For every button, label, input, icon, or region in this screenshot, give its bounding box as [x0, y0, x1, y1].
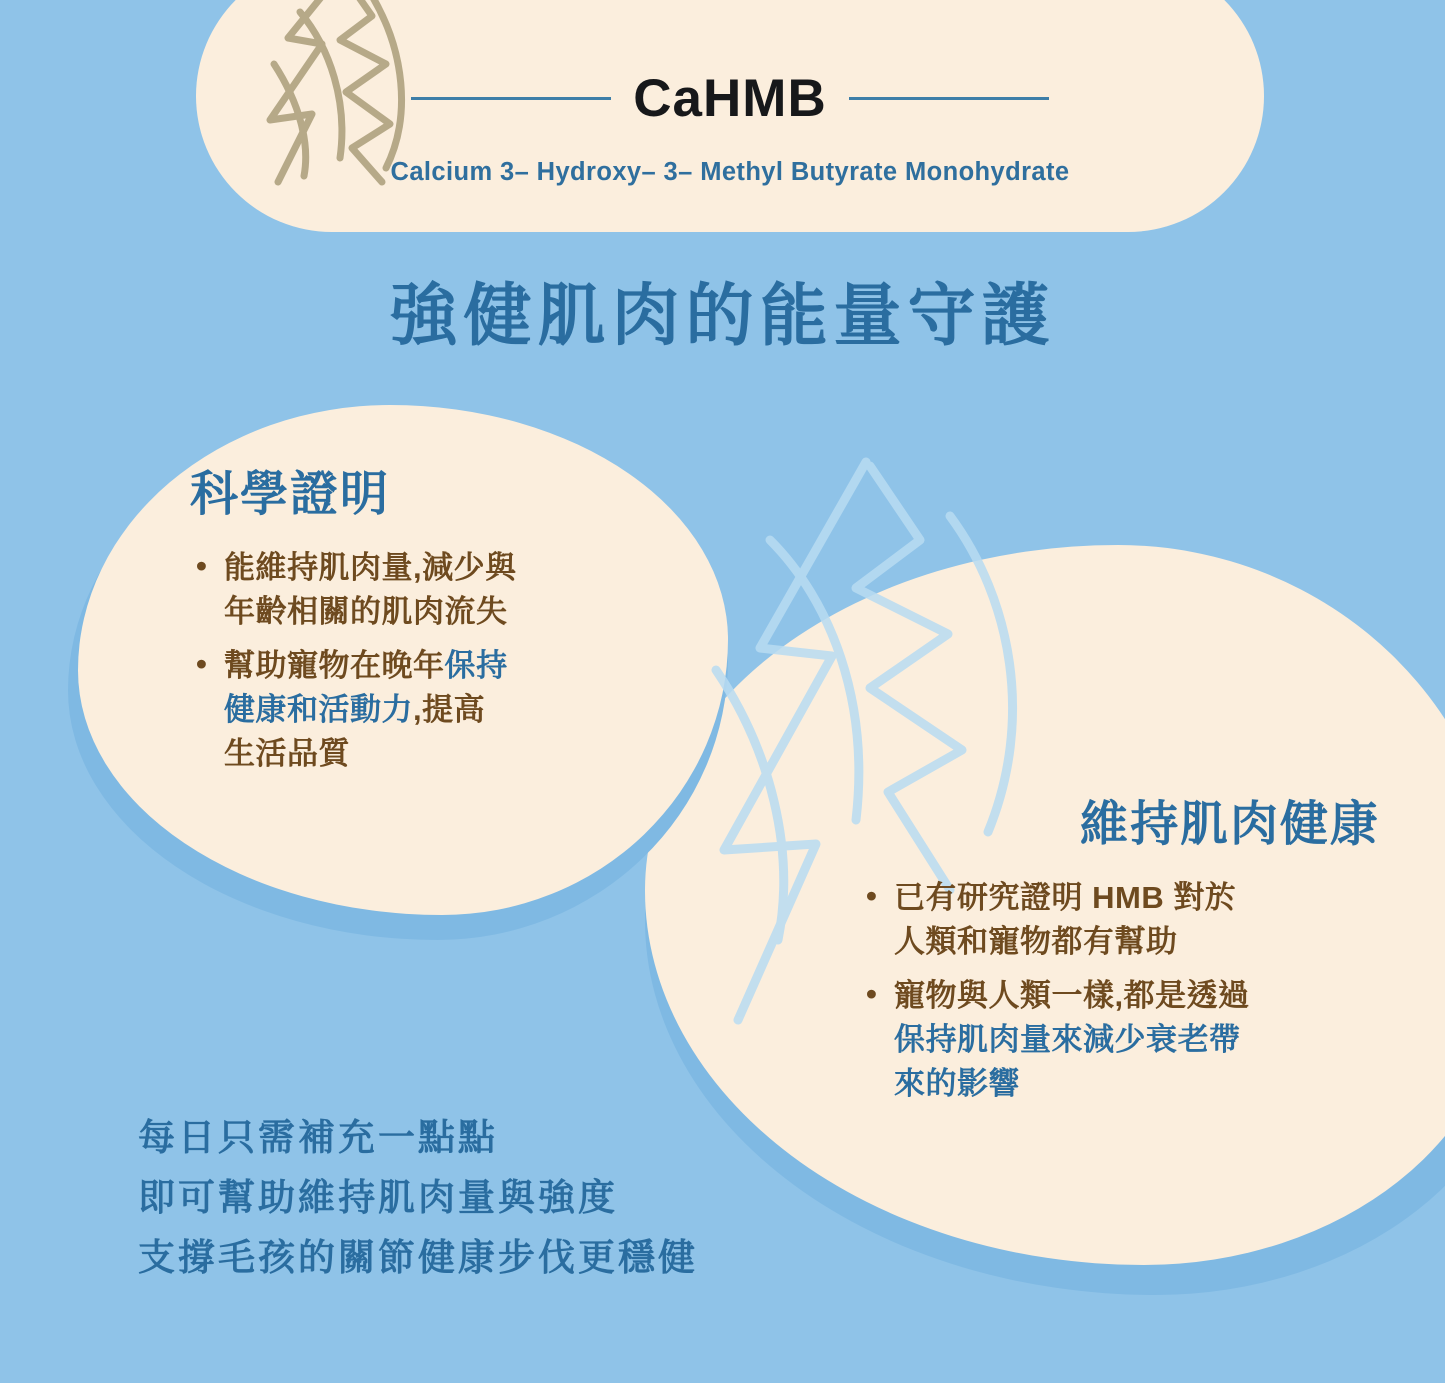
card-muscle-health: [860, 785, 1390, 1116]
main-headline: 強健肌肉的能量守護: [389, 278, 1056, 354]
list-item: [190, 546, 620, 634]
bullet-line-highlight: 來的影響: [894, 1066, 1020, 1102]
title-rule-left: [411, 97, 611, 100]
card-heading-left: 科學證明: [190, 468, 391, 521]
title-rule-right: [849, 97, 1049, 100]
header: [196, 0, 1264, 232]
bottom-line-1: 每日只需補充一點點: [138, 1117, 498, 1158]
bullet-line: ,提高: [413, 692, 486, 728]
bullet-line: 人類和寵物都有幫助: [894, 924, 1178, 960]
list-item: [190, 644, 620, 776]
header-subtitle: Calcium 3– Hydroxy– 3– Methyl Butyrate Monohydrate: [390, 158, 1070, 186]
list-item: [860, 974, 1390, 1106]
bullet-line: 年齡相關的肌肉流失: [224, 594, 508, 630]
bullet-line-highlight: 保持肌肉量來減少衰老帶: [894, 1022, 1241, 1058]
bullet-list-right: [860, 876, 1390, 1106]
bullet-list-left: [190, 546, 620, 776]
bullet-line: 幫助寵物在晚年: [224, 648, 445, 684]
bullet-line-highlight: 健康和活動力: [224, 692, 413, 728]
bullet-line: 生活品質: [224, 736, 350, 772]
bullet-line-highlight: 保持: [444, 648, 508, 684]
bullet-line: 已有研究證明 HMB 對於: [894, 880, 1237, 915]
bottom-message: [138, 1108, 898, 1288]
bullet-line: 能維持肌肉量,減少與: [224, 550, 517, 585]
bottom-line-2: 即可幫助維持肌肉量與強度: [138, 1176, 618, 1218]
bullet-line: 寵物與人類一樣,都是透過: [894, 978, 1250, 1014]
page-title: CaHMB: [633, 69, 827, 128]
header-title-row: [196, 68, 1264, 129]
card-heading-right: 維持肌肉健康: [1079, 798, 1380, 851]
list-item: [860, 876, 1390, 964]
card-science-proof: [190, 455, 620, 786]
bottom-line-3: 支撐毛孩的關節健康步伐更穩健: [138, 1236, 698, 1278]
